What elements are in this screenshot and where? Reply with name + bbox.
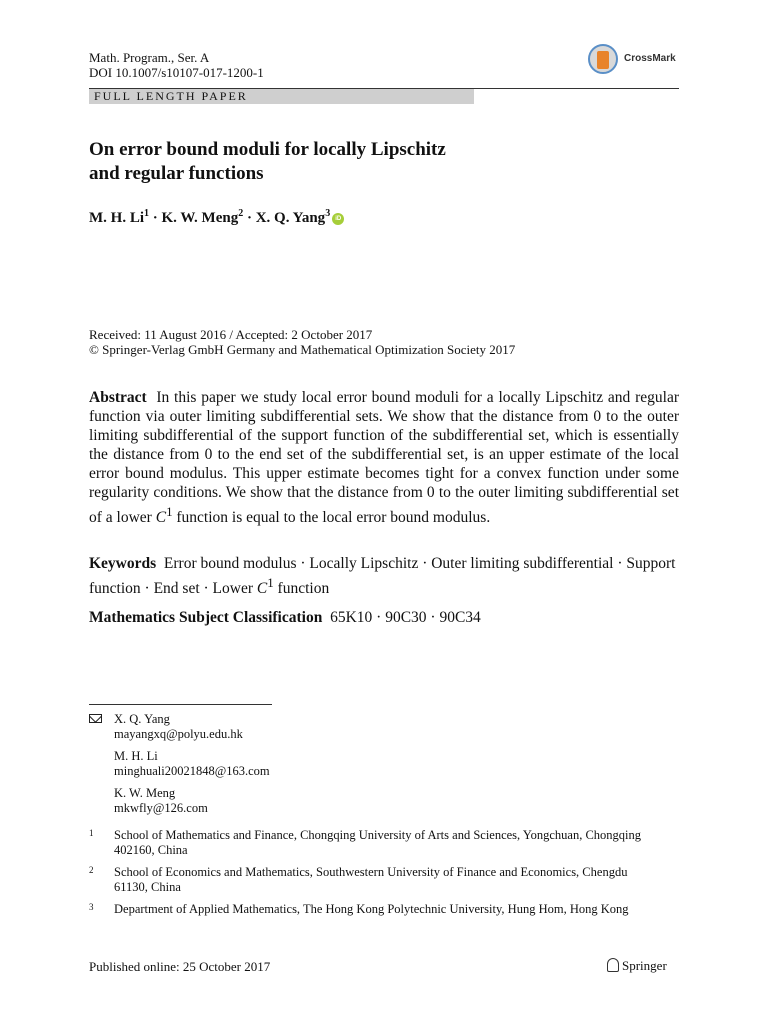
crossmark-badge[interactable] — [588, 43, 678, 77]
author-separator: · — [149, 210, 162, 226]
contact-entry — [89, 786, 270, 816]
contact-email[interactable]: mayangxq@polyu.edu.hk — [114, 727, 243, 741]
abstract-text: In this paper we study local error bound moduli for a locally Lipschitz and regular function via outer limiting subdifferential sets. We show that the distance from 0 to the outer limiting subdifferential of the support function of the subdifferential set, which is essentially the distance from 0 to the end set of the subdifferential set, is an upper estimate of the local error bound modulus. This upper estimate becomes tight for a convex function under some regularity conditions. We show that the distance from 0 to the outer limiting subdifferential set of a lower — [89, 389, 680, 527]
publisher-logo — [607, 958, 667, 974]
math-c: C — [256, 580, 268, 598]
affiliation-number: 3 — [89, 902, 94, 912]
author-name[interactable]: X. Q. Yang — [255, 210, 326, 226]
contact-entry — [89, 712, 270, 742]
contact-name: K. W. Meng — [114, 786, 176, 800]
doi[interactable]: DOI 10.1007/s10107-017-1200-1 — [89, 65, 264, 80]
abstract — [89, 388, 679, 527]
paper-title — [89, 138, 649, 186]
math-c: C — [155, 509, 167, 527]
msc — [89, 609, 481, 627]
dates-block — [89, 327, 515, 357]
published-online: Published online: 25 October 2017 — [89, 959, 271, 974]
footnote-rule — [89, 704, 272, 705]
contacts — [89, 712, 270, 816]
received-accepted: Received: 11 August 2016 / Accepted: 2 October 2017 — [89, 327, 373, 342]
keywords — [89, 554, 679, 598]
affiliation-text: Department of Applied Mathematics, The Hong Kong Polytechnic University, Hung Hom, Hong Kong — [114, 902, 629, 916]
affiliation-text: School of Mathematics and Finance, Chongqing University of Arts and Sciences, Yongchuan, Chongqing 402160, China — [114, 828, 642, 857]
author-name[interactable]: M. H. Li — [89, 210, 144, 226]
journal-name: Math. Program., Ser. A — [89, 50, 210, 65]
envelope-icon — [89, 714, 102, 723]
publisher-name: Springer — [622, 958, 667, 973]
msc-label: Mathematics Subject Classification — [89, 609, 323, 626]
author-name[interactable]: K. W. Meng — [161, 210, 239, 226]
springer-horse-icon — [607, 958, 619, 972]
contact-name: M. H. Li — [114, 749, 158, 763]
keywords-label: Keywords — [89, 555, 157, 572]
author-affil-mark: 3 — [325, 208, 331, 219]
title-line-1: On error bound moduli for locally Lipschitz — [89, 139, 446, 160]
affiliation-entry — [89, 902, 649, 917]
paper-type-label: FULL LENGTH PAPER — [94, 89, 248, 103]
contact-email[interactable]: mkwfly@126.com — [114, 801, 208, 815]
affiliation-text: School of Economics and Mathematics, Southwestern University of Finance and Economics, Chengdu 61130, China — [114, 865, 628, 894]
author-separator: · — [243, 210, 256, 226]
crossmark-icon — [588, 44, 618, 74]
math-sup: 1 — [267, 575, 274, 590]
contact-name: X. Q. Yang — [114, 712, 170, 726]
affiliation-entry — [89, 865, 649, 895]
contact-email[interactable]: minghuali20021848@163.com — [114, 764, 270, 778]
crossmark-label: CrossMark — [624, 53, 676, 64]
affiliations — [89, 828, 649, 924]
paper-type-banner — [89, 89, 474, 104]
math-sup: 1 — [166, 504, 173, 519]
copyright: © Springer-Verlag GmbH Germany and Mathematical Optimization Society 2017 — [89, 342, 516, 357]
author-affil-mark: 1 — [144, 208, 149, 219]
keywords-text: Error bound modulus · Locally Lipschitz · Outer limiting subdifferential · Support function · End set · Lower — [89, 555, 676, 598]
author-list — [89, 208, 344, 227]
abstract-label: Abstract — [89, 389, 147, 406]
title-line-2: and regular functions — [89, 163, 264, 184]
abstract-text-end: function is equal to the local error bound modulus. — [172, 509, 491, 527]
keywords-text-end: function — [273, 580, 330, 598]
affiliation-number: 2 — [89, 865, 94, 875]
contact-entry — [89, 749, 270, 779]
orcid-icon[interactable]: iD — [332, 213, 344, 225]
author-affil-mark: 2 — [238, 208, 244, 219]
affiliation-entry — [89, 828, 649, 858]
affiliation-number: 1 — [89, 828, 94, 838]
msc-value: 65K10 · 90C30 · 90C34 — [330, 609, 481, 626]
journal-header — [89, 50, 264, 80]
